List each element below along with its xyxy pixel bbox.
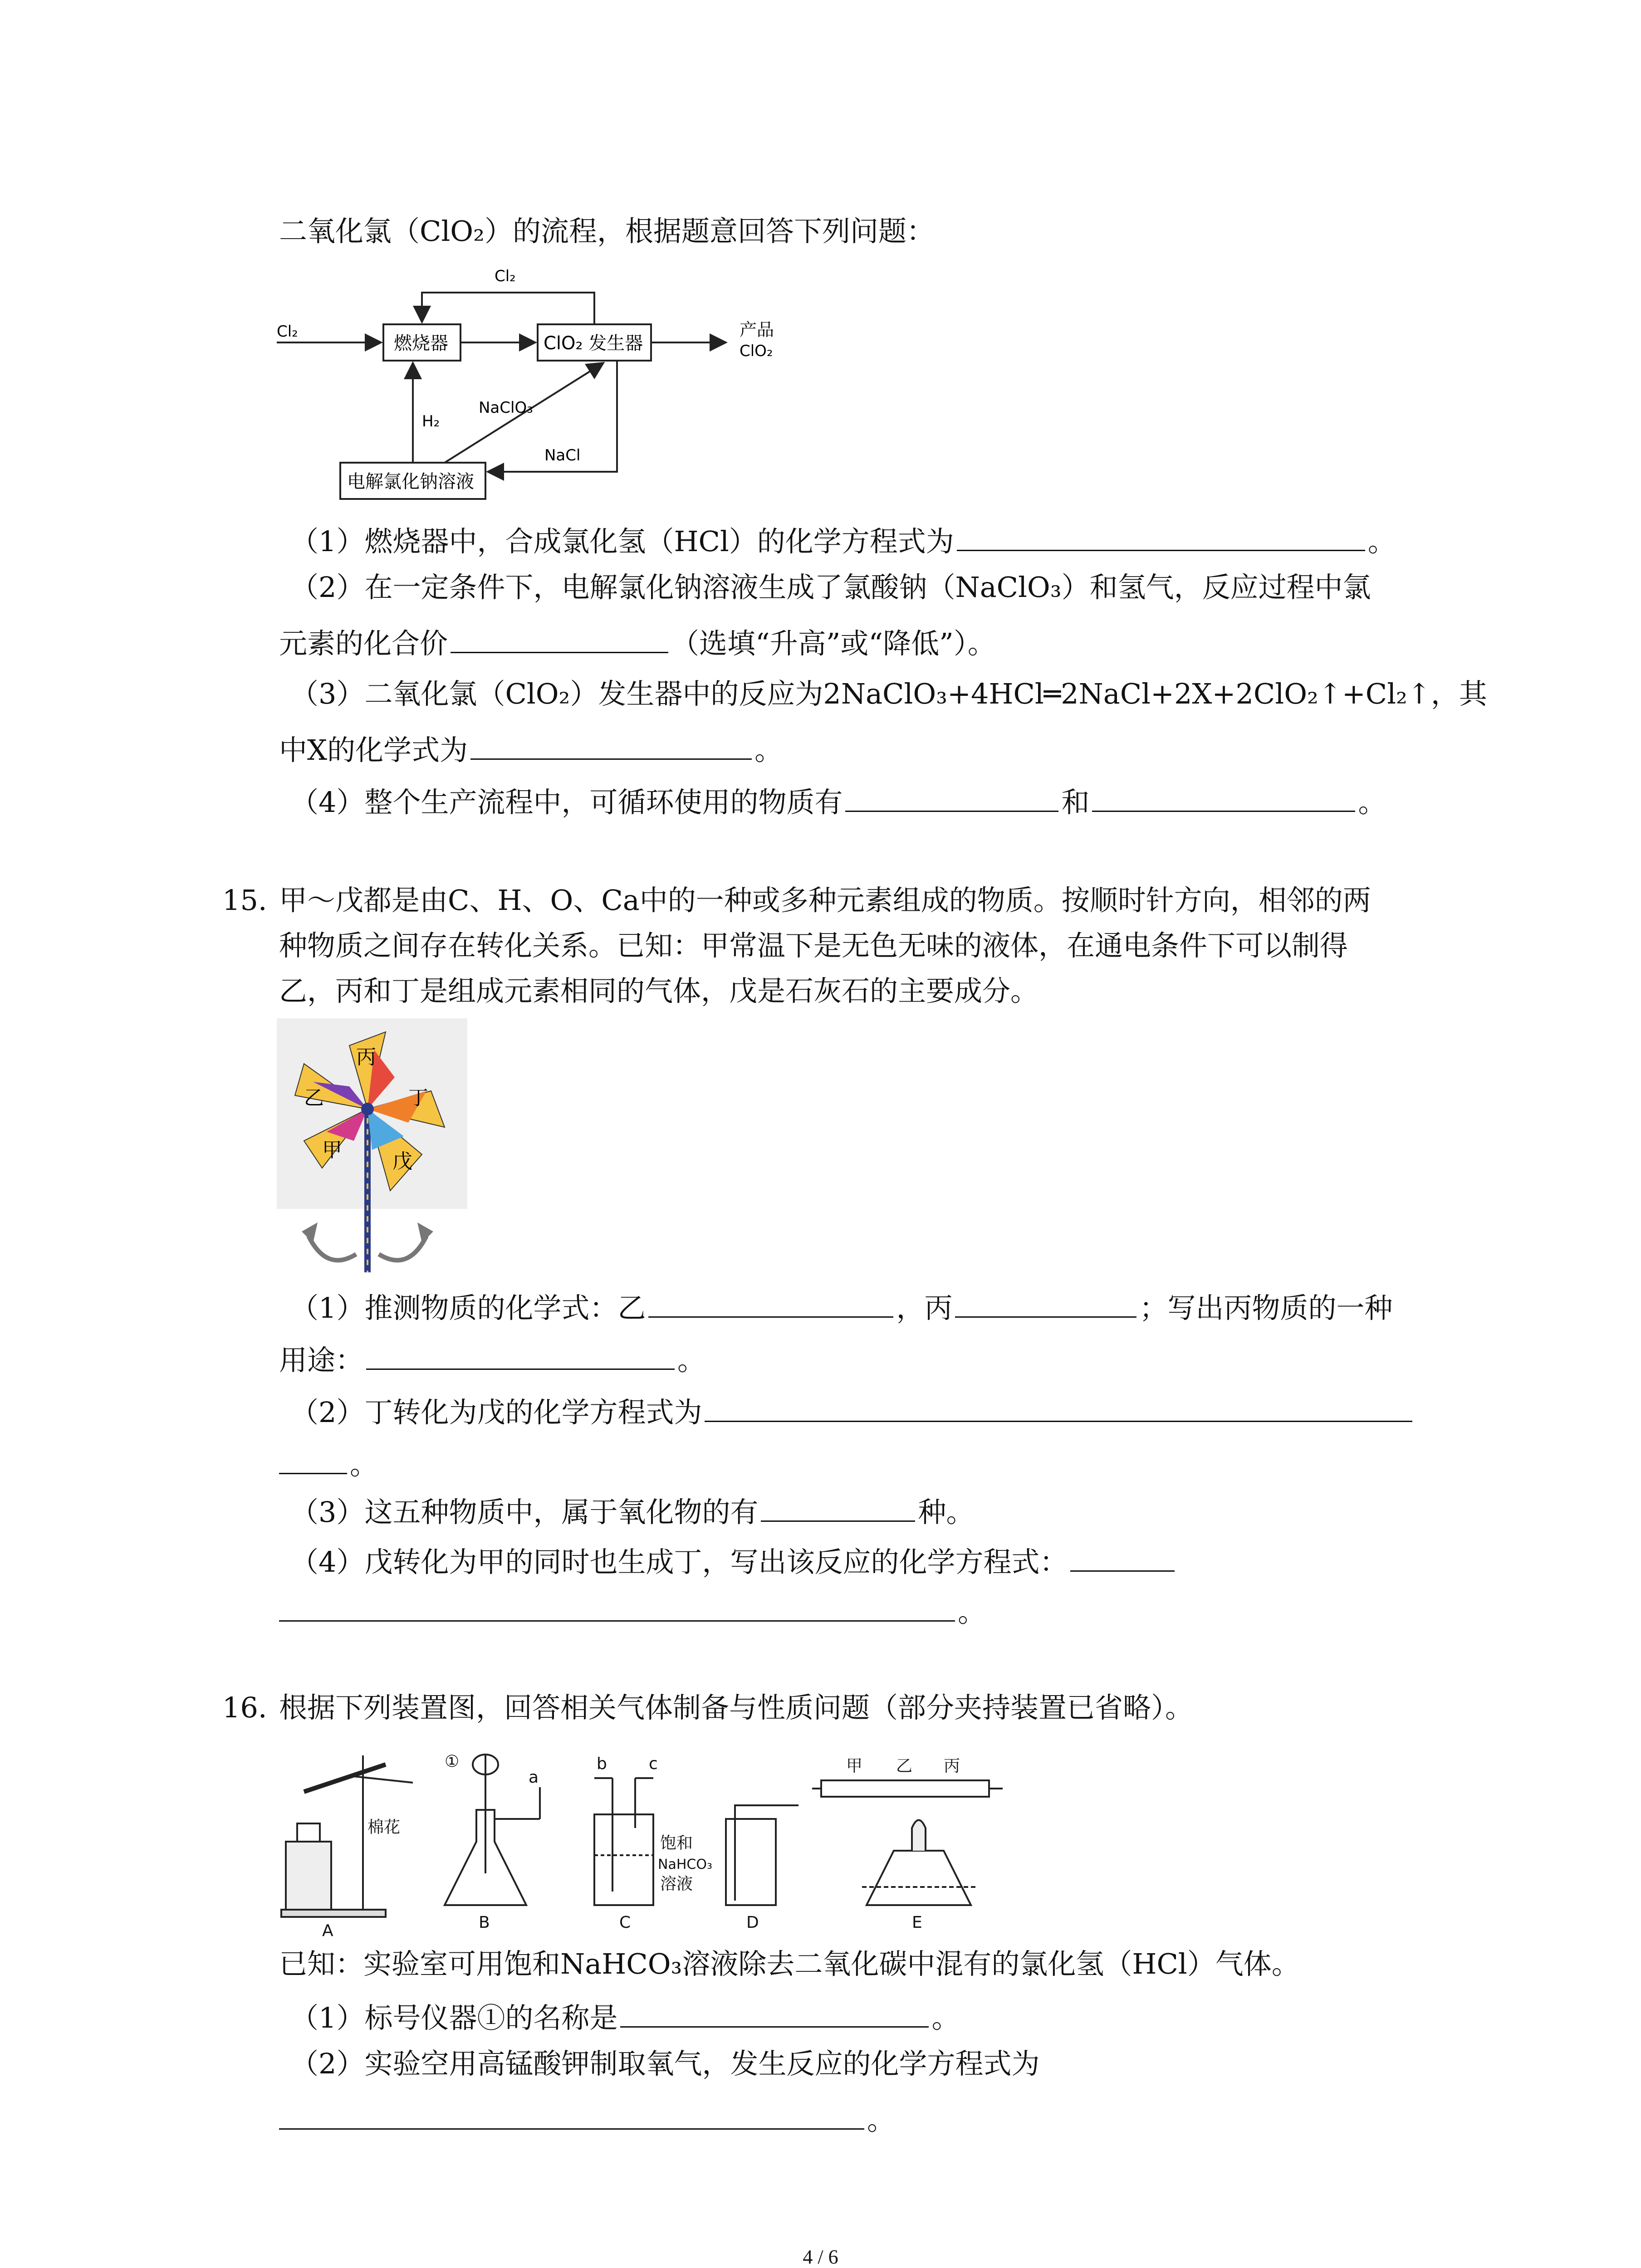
pinwheel-label-ding: 丁 <box>408 1086 428 1110</box>
nacl-label: NaCl <box>544 446 581 464</box>
label-d: D <box>746 1913 759 1932</box>
product-formula-label: ClO₂ <box>740 342 773 360</box>
q16-part2-line2: 。 <box>279 2100 1450 2138</box>
product-label: 产品 <box>740 320 774 340</box>
pinwheel-diagram <box>277 1018 467 1277</box>
q14-part3-line2: 中X的化学式为 。 <box>279 730 1450 768</box>
pinwheel-label-bing: 丙 <box>356 1046 376 1069</box>
lab-apparatus-figure <box>277 1737 1003 1937</box>
answer-blank[interactable] <box>470 730 752 760</box>
q15-part1-line2: 用途： 。 <box>279 1340 1450 1378</box>
q14-part3-line1: （3）二氧化氯（ClO₂）发生器中的反应为2NaClO₃+4HCl═2NaCl+2X+2ClO₂↑+Cl₂↑，其 <box>290 677 1487 710</box>
label-a-port: a <box>529 1768 539 1787</box>
answer-blank[interactable] <box>648 1288 893 1318</box>
answer-blank[interactable] <box>957 522 1365 551</box>
label-tube-bing: 丙 <box>944 1757 960 1775</box>
q15-part4-line2: 。 <box>279 1592 1450 1630</box>
answer-blank[interactable] <box>620 1998 929 2028</box>
answer-blank[interactable] <box>1092 782 1355 812</box>
q15-part4-line1: （4）戊转化为甲的同时也生成丁，写出该反应的化学方程式： <box>290 1542 1450 1580</box>
q15-part1-line1: （1）推测物质的化学式：乙 ，丙 ；写出丙物质的一种 <box>290 1288 1450 1326</box>
q15-part2-line1: （2）丁转化为戊的化学方程式为 <box>290 1393 1450 1431</box>
q15-part2-line2: 。 <box>279 1445 1450 1483</box>
q15-part3: （3）这五种物质中，属于氧化物的有 种。 <box>290 1492 1450 1530</box>
q15-number: 15. <box>222 884 267 917</box>
answer-blank[interactable] <box>761 1492 915 1522</box>
q14-part2-line2: 元素的化合价 （选填“升高”或“降低”）。 <box>279 624 1450 662</box>
q14-part4: （4）整个生产流程中，可循环使用的物质有 和 。 <box>290 782 1450 821</box>
label-circle-1: ① <box>445 1752 460 1771</box>
apparatus-e <box>812 1780 1003 1905</box>
answer-blank[interactable] <box>279 1445 347 1474</box>
answer-blank[interactable] <box>279 2100 864 2130</box>
answer-blank[interactable] <box>366 1340 675 1370</box>
q14-intro: 二氧化氯（ClO₂）的流程，根据题意回答下列问题： <box>279 215 935 248</box>
label-a: A <box>322 1921 333 1937</box>
naclo3-label: NaClO₃ <box>479 399 533 417</box>
answer-blank[interactable] <box>955 1288 1136 1318</box>
h2-label: H₂ <box>422 412 440 430</box>
label-b: B <box>479 1913 490 1932</box>
answer-blank[interactable] <box>845 782 1058 812</box>
answer-blank[interactable] <box>705 1393 1412 1422</box>
answer-blank[interactable] <box>1070 1542 1175 1572</box>
apparatus-d <box>726 1805 798 1905</box>
apparatus-c <box>594 1778 653 1905</box>
chlorine-dioxide-flow-diagram <box>272 259 798 513</box>
label-tube-yi: 乙 <box>896 1757 913 1775</box>
pinwheel-label-jia: 甲 <box>322 1139 342 1162</box>
q14-part2-line1: （2）在一定条件下，电解氯化钠溶液生成了氯酸钠（NaClO₃）和氢气，反应过程中氯 <box>290 571 1371 604</box>
label-saturated: 饱和 <box>660 1834 693 1853</box>
q16-part1: （1）标号仪器①的名称是 。 <box>290 1998 1450 2036</box>
label-cotton: 棉花 <box>367 1818 401 1837</box>
q14-part1: （1）燃烧器中，合成氯化氢（HCl）的化学方程式为 。 <box>290 522 1450 560</box>
answer-blank[interactable] <box>451 624 668 653</box>
label-solution: 溶液 <box>660 1875 693 1893</box>
label-b-port: b <box>597 1755 607 1773</box>
pinwheel-label-wu: 戊 <box>392 1150 412 1173</box>
q15-stem-line3: 乙，丙和丁是组成元素相同的气体，戊是石灰石的主要成分。 <box>279 974 1039 1007</box>
label-c-port: c <box>649 1755 658 1773</box>
q16-number: 16. <box>222 1691 267 1724</box>
label-c: C <box>619 1913 631 1932</box>
q16-stem-line1: 根据下列装置图，回答相关气体制备与性质问题（部分夹持装置已省略）。 <box>279 1691 1194 1724</box>
q15-stem-line1: 甲～戊都是由C、H、O、Ca中的一种或多种元素组成的物质。按顺时针方向，相邻的两 <box>279 884 1371 917</box>
pinwheel-label-yi: 乙 <box>304 1086 324 1110</box>
label-e: E <box>912 1913 922 1932</box>
apparatus-b <box>445 1755 540 1905</box>
cl2-recycle-label: Cl₂ <box>495 267 516 285</box>
q15-stem-line2: 种物质之间存在转化关系。已知：甲常温下是无色无味的液体，在通电条件下可以制得 <box>279 929 1348 962</box>
label-tube-jia: 甲 <box>846 1757 863 1775</box>
label-nahco3: NaHCO₃ <box>658 1857 712 1872</box>
electrolysis-label: 电解氯化钠溶液 <box>347 471 474 492</box>
page-number: 4 / 6 <box>803 2246 838 2268</box>
generator-label: ClO₂ 发生器 <box>544 333 643 354</box>
q16-part2-line1: （2）实验空用高锰酸钾制取氧气，发生反应的化学方程式为 <box>290 2047 1040 2080</box>
answer-blank[interactable] <box>279 1592 955 1622</box>
burner-label: 燃烧器 <box>394 333 448 354</box>
q16-known: 已知：实验室可用饱和NaHCO₃溶液除去二氧化碳中混有的氯化氢（HCl）气体。 <box>279 1947 1300 1980</box>
cl2-input-label: Cl₂ <box>277 323 298 341</box>
